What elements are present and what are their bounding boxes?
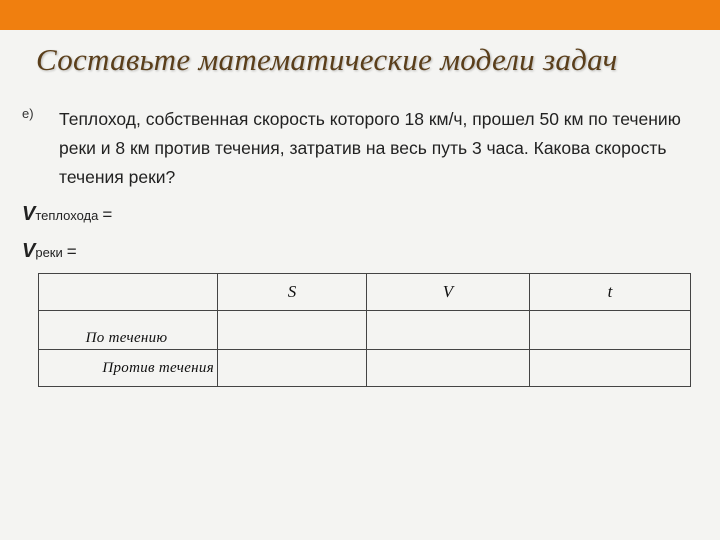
table-row — [39, 350, 691, 387]
formula-equals: = — [66, 242, 77, 261]
row-label-downstream: По течению — [39, 311, 218, 350]
table-cell[interactable] — [367, 311, 530, 350]
table-cell[interactable] — [367, 350, 530, 387]
model-table — [38, 273, 691, 387]
table-header-row — [39, 274, 691, 311]
formula-variable: V — [22, 240, 36, 262]
task-block — [22, 105, 712, 192]
header-cell-v: V — [367, 274, 530, 311]
table-cell[interactable] — [530, 350, 691, 387]
formula-variable: V — [22, 203, 36, 225]
slide-title: Составьте математические модели задач — [36, 42, 618, 77]
formula-equals: = — [102, 205, 113, 224]
row-label-upstream: Против течения — [39, 350, 218, 387]
formula-ship-speed — [22, 203, 112, 226]
table-row — [39, 311, 691, 350]
formula-subscript: теплохода — [35, 208, 99, 223]
table-cell[interactable] — [218, 350, 367, 387]
header-cell-s: S — [218, 274, 367, 311]
task-text: Теплоход, собственная скорость которого 18 км/ч, прошел 50 км по течению реки и 8 км против течения, затратив на весь путь 3 часа. Какова скорость течения реки? — [59, 109, 681, 187]
top-accent-bar — [0, 0, 720, 30]
header-cell-t: t — [530, 274, 691, 311]
table-cell[interactable] — [218, 311, 367, 350]
task-bullet: e) — [22, 106, 34, 121]
table-cell[interactable] — [530, 311, 691, 350]
formula-subscript: реки — [35, 245, 63, 260]
header-cell-empty — [39, 274, 218, 311]
formula-river-speed — [22, 240, 77, 263]
